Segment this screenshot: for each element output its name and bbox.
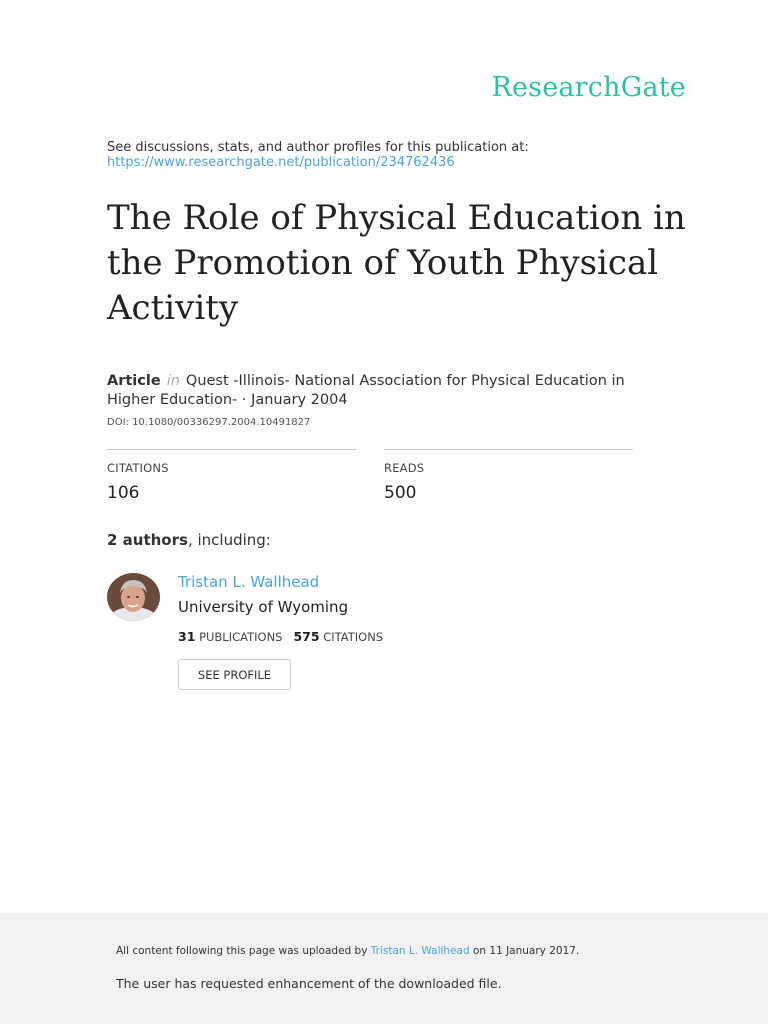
researchgate-logo: ResearchGate — [491, 72, 686, 103]
publication-title: The Role of Physical Education in the Promotion of Youth Physical Activity — [107, 198, 686, 328]
citations-divider — [107, 449, 356, 450]
upload-prefix: All content following this page was uploaded by — [116, 945, 368, 957]
author-institution: University of Wyoming — [178, 598, 349, 616]
avatar-portrait-icon — [107, 573, 160, 621]
upload-notice — [116, 945, 579, 957]
see-profile-button[interactable]: SEE PROFILE — [178, 659, 291, 690]
publication-url-link[interactable]: https://www.researchgate.net/publication/234762436 — [107, 155, 455, 170]
reads-value: 500 — [384, 483, 417, 503]
reads-label: READS — [384, 461, 425, 475]
author-name-link[interactable]: Tristan L. Wallhead — [178, 573, 320, 591]
intro-text: See discussions, stats, and author profiles for this publication at: — [107, 140, 529, 155]
upload-suffix: on 11 January 2017. — [472, 945, 580, 957]
reads-divider — [384, 449, 633, 450]
authors-suffix: , including: — [187, 531, 271, 549]
uploader-link[interactable]: Tristan L. Wallhead — [370, 945, 470, 957]
authors-count: 2 authors — [107, 531, 188, 549]
author-avatar[interactable] — [107, 573, 160, 621]
in-word: in — [166, 373, 180, 389]
publication-type: Article — [107, 373, 161, 389]
citations-value: 106 — [107, 483, 140, 503]
author-stats — [178, 629, 383, 644]
author-publications-label: PUBLICATIONS — [199, 630, 283, 644]
authors-heading — [107, 531, 271, 549]
publication-meta — [107, 372, 667, 410]
enhancement-note: The user has requested enhancement of the downloaded file. — [116, 976, 502, 991]
citations-label: CITATIONS — [107, 461, 169, 475]
author-citations-count: 575 — [293, 629, 320, 644]
footer-panel — [0, 913, 768, 1024]
author-citations-label: CITATIONS — [323, 630, 384, 644]
publication-venue: Quest -Illinois- National Association for Physical Education in Higher Education- · January 2004 — [107, 373, 625, 408]
publication-doi: DOI: 10.1080/00336297.2004.10491827 — [107, 417, 311, 428]
author-publications-count: 31 — [178, 629, 196, 644]
